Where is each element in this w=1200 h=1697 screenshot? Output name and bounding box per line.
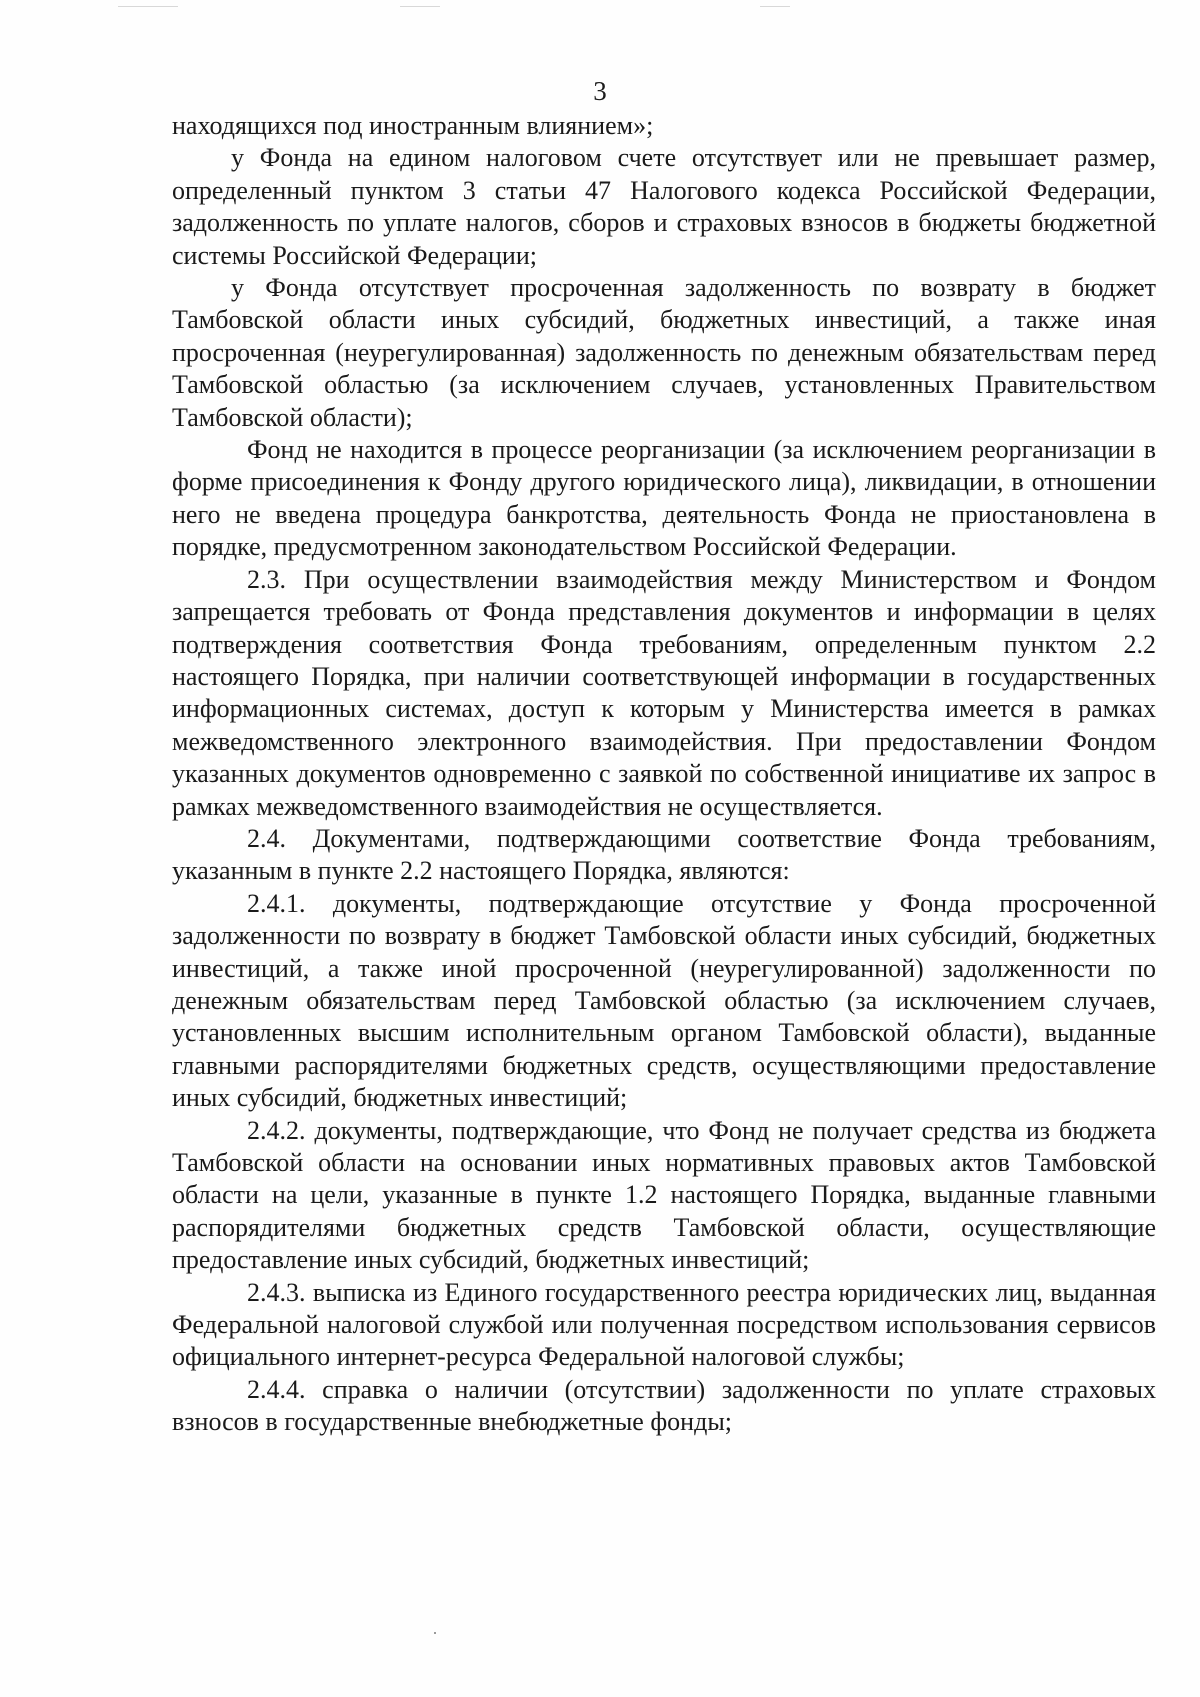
document-body bbox=[172, 110, 1156, 1439]
paragraph-2-4-1: 2.4.1. документы, подтверждающие отсутствие у Фонда просроченной задолженности по возврату в бюджет Тамбовской области иных субсидий, бюджетных инвестиций, а также иной просроченной (неурегулированной) задолженности по денежным обязательствам перед Тамбовской областью (за исключением случаев, установленных высшим исполнительным органом Тамбовской области), выданные главными распорядителями бюджетных средств, осуществляющими предоставление иных субсидий, бюджетных инвестиций; bbox=[172, 888, 1156, 1113]
paragraph-reorganization: Фонд не находится в процессе реорганизации (за исключением реорганизации в форме присоединения к Фонду другого юридического лица), ликвидации, в отношении него не введена процедура банкротства, деятельность Фонда не приостановлена в порядке, предусмотренном законодательством Российской Федерации. bbox=[172, 435, 1156, 562]
scan-artifact-top-left bbox=[118, 6, 178, 7]
scan-artifact-bottom-dot bbox=[434, 1632, 436, 1634]
paragraph-2-4-2: 2.4.2. документы, подтверждающие, что Фонд не получает средства из бюджета Тамбовской области на основании иных нормативных правовых актов Тамбовской области на цели, указанные в пункте 1.2 настоящего Порядка, выданные главными распорядителями бюджетных средств Тамбовской области, осуществляющие предоставление иных субсидий, бюджетных инвестиций; bbox=[172, 1115, 1156, 1275]
paragraph-2-4-3: 2.4.3. выписка из Единого государственного реестра юридических лиц, выданная Федеральной налоговой службой или полученная посредством использования сервисов официального интернет-ресурса Федеральной налоговой службы; bbox=[172, 1277, 1156, 1372]
scan-artifact-top-mid bbox=[400, 6, 440, 7]
paragraph-tax-debt: у Фонда на едином налоговом счете отсутствует или не превышает размер, определенный пунктом 3 статьи 47 Налогового кодекса Российской Федерации, задолженность по уплате налогов, сборов и страховых взносов в бюджеты бюджетной системы Российской Федерации; bbox=[172, 143, 1156, 270]
paragraph-continuation: находящихся под иностранным влиянием»; bbox=[172, 111, 654, 140]
page-number: 3 bbox=[593, 76, 607, 106]
scan-artifact-top-right bbox=[760, 6, 790, 7]
paragraph-2-4: 2.4. Документами, подтверждающими соответствие Фонда требованиям, указанным в пункте 2.2 настоящего Порядка, являются: bbox=[172, 823, 1156, 886]
paragraph-2-3: 2.3. При осуществлении взаимодействия между Министерством и Фондом запрещается требовать от Фонда представления документов и информации в целях подтверждения соответствия Фонда требованиям, определенным пунктом 2.2 настоящего Порядка, при наличии соответствующей информации в государственных информационных системах, доступ к которым у Министерства имеется в рамках межведомственного электронного взаимодействия. При предоставлении Фондом указанных документов одновременно с заявкой по собственной инициативе их запрос в рамках межведомственного взаимодействия не осуществляется. bbox=[172, 564, 1156, 821]
paragraph-2-4-4: 2.4.4. справка о наличии (отсутствии) задолженности по уплате страховых взносов в государственные внебюджетные фонды; bbox=[172, 1374, 1156, 1437]
paragraph-overdue-debt: у Фонда отсутствует просроченная задолженность по возврату в бюджет Тамбовской области иных субсидий, бюджетных инвестиций, а также иная просроченная (неурегулированная) задолженность по денежным обязательствам перед Тамбовской областью (за исключением случаев, установленных Правительством Тамбовской области); bbox=[172, 273, 1156, 432]
